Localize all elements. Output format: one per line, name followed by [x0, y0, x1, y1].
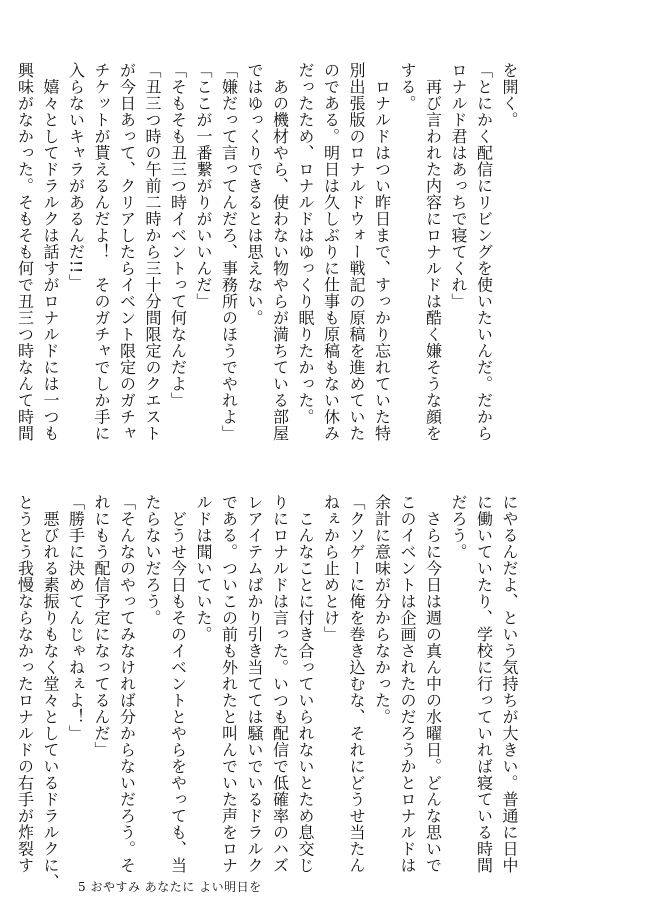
text-line: ロナルドはつい昨日まで、すっかり忘れていた特 — [372, 62, 392, 442]
text-line: 嬉々としてドラルクは話すがロナルドには一つも — [41, 62, 60, 442]
text-line: とうとう我慢ならなかったロナルドの右手が炸裂す — [15, 494, 35, 874]
text-line: 「クソゲーに俺を巻き込むな、それにどうせ当たん — [347, 494, 366, 874]
text-line: チケットが貰えるんだよ！ そのガチャでしか手に — [92, 62, 111, 442]
text-line: 余計に意味が分からなかった。 — [372, 494, 392, 725]
text-line: だったため、ロナルドはゆっくり眠りたかった。 — [296, 62, 315, 425]
text-line: ルドは聞いていた。 — [194, 494, 213, 643]
upper-text-block — [12, 62, 522, 448]
text-line: さらに今日は週の真ん中の水曜日。どんな思いで — [423, 494, 443, 874]
text-line: レアイテムばかり引き当てては騒いでいるドラルク — [245, 494, 264, 874]
text-line: 悪びれる素振りもなく堂々としているドラルクに、 — [41, 494, 60, 890]
text-line: 興味がなかった。そもそも何で丑三つ時なんて時間 — [15, 62, 35, 442]
text-line: りにロナルドは言った。いつも配信で低確率のハズ — [270, 494, 290, 874]
text-line: のである。明日は久しぶりに仕事も原稿もない休み — [321, 62, 341, 442]
text-line: にやるんだよ、という気持ちが大きい。普通に日中 — [500, 494, 519, 874]
text-line: する。 — [398, 62, 417, 112]
text-line: 「そもそも丑三つ時イベントって何なんだよ」 — [168, 62, 188, 409]
text-line: どうせ今日もそのイベントとやらをやっても、当 — [168, 494, 188, 874]
text-line: を開く。 — [500, 62, 519, 128]
text-line: たらないだろう。 — [143, 494, 162, 626]
text-line: 再び言われた内容にロナルドは酷く嫌そうな顔を — [423, 62, 443, 442]
text-line: に働いていたり、学校に行っていれば寝ている時間 — [474, 494, 494, 874]
text-line: 「丑三つ時の午前二時から三十分間限定のクエスト — [143, 62, 162, 442]
text-line: ではゆっくりできるとは思えない。 — [245, 62, 264, 326]
text-line: だろう。 — [449, 494, 468, 560]
text-line: 別出張版のロナルドウォー戦記の原稿を進めていた — [347, 62, 366, 442]
page-footer: 5 おやすみ あなたに よい明日を — [78, 880, 262, 894]
text-line: こんなことに付き合っていられないとため息交じ — [296, 494, 315, 874]
text-line: 「とにかく配信にリビングを使いたいんだ。だから — [474, 62, 494, 442]
text-line: ロナルド君はあっちで寝てくれ」 — [449, 62, 468, 310]
text-line: 「嫌だって言ってんだろ、事務所のほうでやれよ」 — [219, 62, 239, 442]
text-line: れにもう配信予定になってるんだ」 — [92, 494, 111, 758]
text-line: が今日あって、クリアしたらイベント限定のガチャ — [117, 62, 137, 442]
text-line: 「勝手に決めてんじゃねぇよ！」 — [66, 494, 86, 742]
text-line: このイベントは企画されたのだろうかとロナルドは — [398, 494, 417, 874]
text-line: である。ついこの前も外れたと叫んでいた声をロナ — [219, 494, 239, 874]
text-line: 「そんなのやってみなければ分からないだろう。そ — [117, 494, 137, 874]
text-line: あの機材やら、使わない物やらが満ちている部屋 — [270, 62, 290, 442]
text-line: 入らないキャラがあるんだ!!」 — [66, 62, 86, 291]
text-line: 「ここが一番繋がりがいいんだ」 — [194, 62, 213, 310]
text-line: ねぇから止めとけ」 — [321, 494, 341, 643]
